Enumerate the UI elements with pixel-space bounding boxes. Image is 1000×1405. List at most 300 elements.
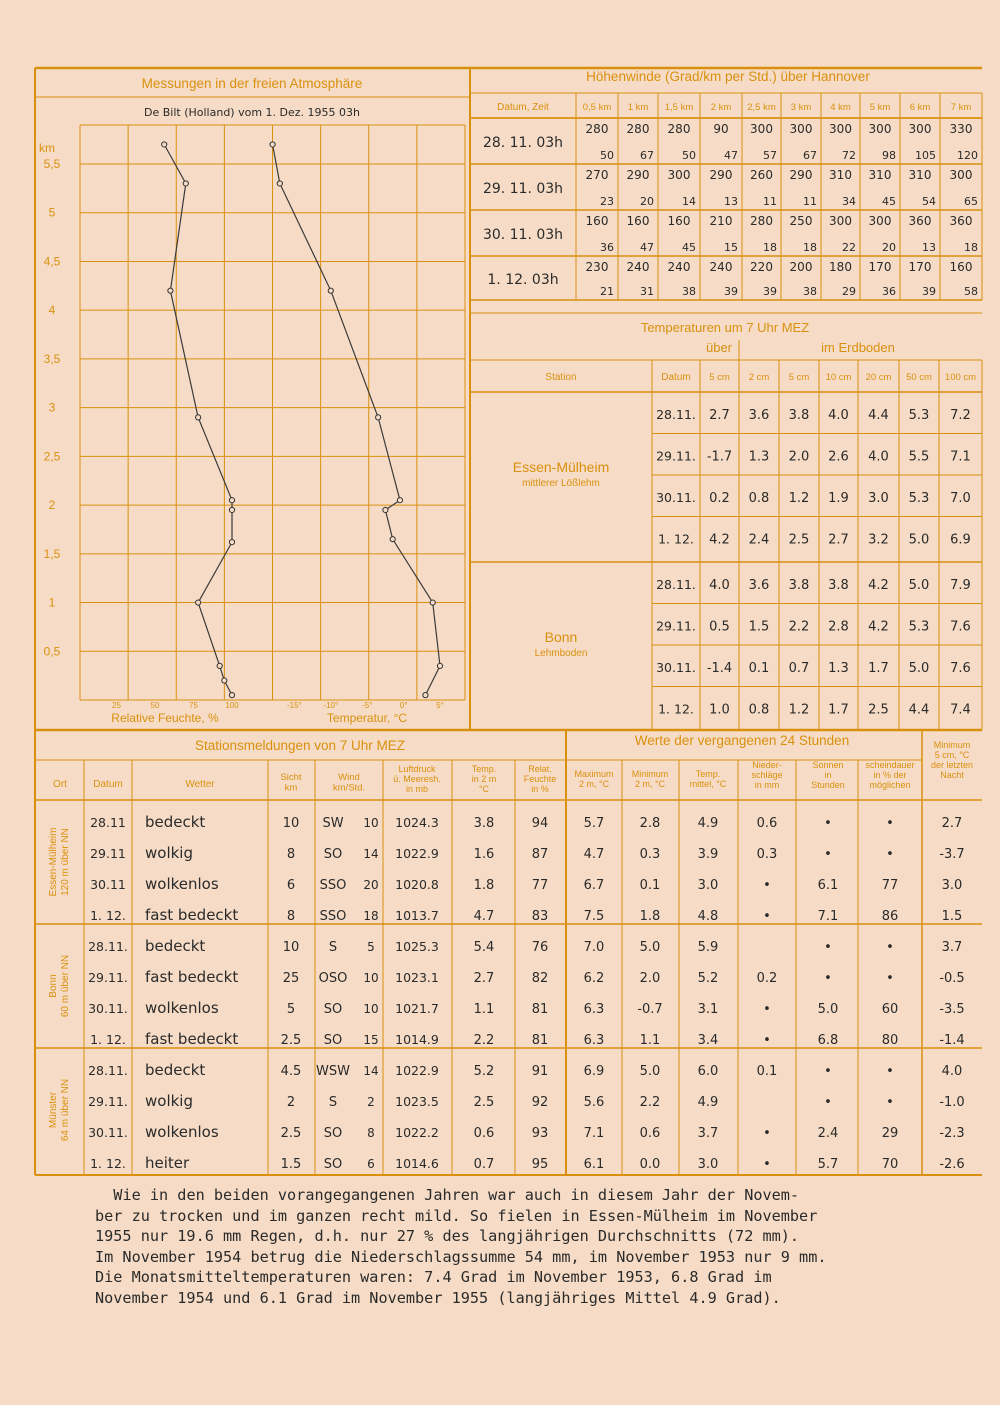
row-sonne-p: • [886, 1095, 894, 1110]
soil-over-header: über [705, 340, 733, 355]
wind-direction: 300 [908, 122, 932, 136]
row-max: 5.6 [583, 1095, 605, 1110]
wind-direction: 230 [585, 260, 609, 274]
group-place: Münster [48, 1091, 59, 1129]
temp-profile-line [273, 144, 440, 695]
winds-level-header: 2 km [710, 102, 732, 113]
row-tmittel: 3.7 [697, 1126, 719, 1141]
temp-point [437, 663, 442, 668]
row-wind-speed: 14 [363, 1064, 379, 1078]
rh-point [162, 142, 167, 147]
stations-title: Stationsmeldungen von 7 Uhr MEZ [194, 738, 406, 753]
row-temp: 1.1 [473, 1002, 495, 1017]
row-luftdruck: 1021.7 [395, 1001, 439, 1016]
row-datum: 1. 12. [90, 1156, 126, 1171]
row-sonne-h: • [824, 816, 832, 831]
wind-direction: 180 [829, 260, 852, 274]
soil-temp-value: 4.0 [828, 407, 849, 423]
wind-direction: 310 [868, 168, 892, 182]
row-feuchte: 91 [531, 1064, 549, 1079]
row-feuchte: 95 [531, 1157, 549, 1172]
row-wind-speed: 5 [367, 940, 375, 954]
row-sicht: 10 [282, 940, 300, 955]
group-height: 60 m über NN [60, 954, 71, 1018]
soil-temp-value: 1.3 [748, 449, 770, 465]
temp-axis-label: Temperatur, °C [326, 711, 408, 725]
wind-direction: 160 [949, 260, 973, 274]
row-sonne-h: 5.0 [817, 1002, 839, 1017]
atmos-y-tick: 3,5 [43, 351, 61, 366]
row-wind-dir: SO [323, 1002, 343, 1017]
atmos-y-tick: 1,5 [43, 546, 61, 561]
row-wind-speed: 8 [367, 1126, 375, 1140]
soil-temp-value: 4.4 [908, 702, 930, 718]
row-minimum5: -3.5 [939, 1002, 965, 1017]
row-wind-speed: 20 [363, 878, 379, 892]
row-minimum5: -3.7 [939, 847, 965, 862]
wind-direction: 250 [789, 214, 813, 228]
row-wetter: fast bedeckt [145, 906, 239, 924]
row-wind-dir: SW [322, 816, 344, 831]
hdr-wetter: Wetter [185, 779, 215, 790]
row-min: 1.8 [639, 909, 661, 924]
hdr-feuchte: Relat. [528, 764, 552, 774]
row-luftdruck: 1013.7 [395, 908, 439, 923]
row-datum: 28.11. [88, 939, 128, 954]
rh-tick: 75 [189, 701, 198, 710]
atmos-y-tick: 2 [48, 498, 56, 513]
soil-temp-value: 2.4 [748, 532, 770, 548]
row-datum: 29.11. [88, 1094, 128, 1109]
soil-temp-value: 5.0 [908, 532, 930, 548]
winds-level-header: 1 km [627, 102, 649, 113]
row-min: 2.2 [639, 1095, 661, 1110]
wind-direction: 290 [709, 168, 733, 182]
hdr-luftdruck: Luftdruck [398, 764, 436, 774]
winds-level-header: 2,5 km [747, 102, 776, 113]
row-temp: 0.6 [473, 1126, 495, 1141]
wind-direction: 290 [626, 168, 650, 182]
row-min: 0.3 [639, 847, 661, 862]
row-tmittel: 5.2 [697, 971, 719, 986]
soil-row-date: 1. 12. [658, 701, 694, 717]
atmos-y-tick: 4,5 [43, 254, 61, 269]
row-max: 7.5 [583, 909, 605, 924]
hdr-feuchte: in % [531, 784, 549, 794]
winds-row-date: 30. 11. 03h [482, 227, 564, 243]
row-sicht: 8 [286, 847, 296, 862]
hdr-nieder: Nieder- [752, 760, 782, 770]
row-temp: 2.2 [473, 1033, 495, 1048]
row-temp: 4.7 [473, 909, 495, 924]
wind-direction: 240 [626, 260, 650, 274]
row-tmittel: 3.0 [697, 1157, 719, 1172]
hdr-sicht: km [284, 782, 298, 794]
wind-speed: 45 [682, 241, 696, 254]
row-nieder: • [763, 1033, 771, 1048]
soil-temp-value: 1.2 [788, 490, 810, 506]
row-wetter: bedeckt [145, 937, 206, 955]
winds-level-header: 6 km [909, 102, 931, 113]
temp-point [423, 693, 428, 698]
soil-temp-value: 3.6 [748, 577, 770, 593]
row-wind-speed: 10 [363, 1002, 379, 1016]
row-sonne-h: • [824, 971, 832, 986]
row-max: 6.3 [583, 1033, 605, 1048]
soil-row-date: 28.11. [656, 406, 696, 422]
soil-row-date: 28.11. [656, 576, 696, 592]
rh-tick: 25 [112, 701, 121, 710]
row-sicht: 8 [286, 909, 296, 924]
group-height: 120 m über NN [60, 828, 71, 896]
row-luftdruck: 1020.8 [395, 877, 439, 892]
row-luftdruck: 1025.3 [395, 939, 439, 954]
winds-title: Höhenwinde (Grad/km per Std.) über Hannover [586, 69, 870, 84]
temp-point [270, 142, 275, 147]
row-max: 5.7 [583, 816, 605, 831]
wind-speed: 120 [957, 149, 978, 162]
wind-speed: 105 [915, 149, 936, 162]
wind-speed: 20 [882, 241, 896, 254]
soil-temp-value: 2.0 [788, 449, 810, 465]
row-datum: 30.11. [88, 1001, 128, 1016]
soil-depth-header: 5 cm [788, 372, 810, 383]
soil-temp-value: 1.3 [828, 660, 849, 676]
row-luftdruck: 1022.2 [395, 1125, 439, 1140]
row-feuchte: 76 [531, 940, 549, 955]
row-wind-dir: SO [323, 1033, 343, 1048]
rh-point [229, 507, 234, 512]
wind-speed: 58 [964, 285, 978, 298]
soil-inground-header: im Erdboden [821, 340, 895, 355]
row-min: 5.0 [639, 1064, 661, 1079]
row-luftdruck: 1024.3 [395, 815, 439, 830]
wind-direction: 300 [868, 122, 892, 136]
row-sonne-h: • [824, 1095, 832, 1110]
row-nieder: 0.1 [756, 1064, 778, 1079]
row-wind-dir: OSO [318, 971, 348, 986]
row-sonne-p: 77 [881, 878, 899, 893]
wind-speed: 15 [724, 241, 738, 254]
row-feuchte: 83 [531, 909, 549, 924]
row-tmittel: 3.4 [697, 1033, 719, 1048]
row-wind-dir: SO [323, 1126, 343, 1141]
rh-point [168, 288, 173, 293]
row-sonne-p: • [886, 971, 894, 986]
wind-speed: 18 [763, 241, 777, 254]
wind-speed: 36 [600, 241, 614, 254]
row-max: 7.1 [583, 1126, 605, 1141]
row-sicht: 5 [286, 1002, 296, 1017]
row-minimum5: 2.7 [941, 816, 963, 831]
row-wind-dir: S [328, 940, 338, 955]
wind-direction: 280 [585, 122, 609, 136]
row-datum: 29.11 [90, 846, 126, 861]
wind-direction: 300 [667, 168, 691, 182]
soil-temp-value: 1.2 [788, 702, 810, 718]
row-temp: 1.6 [473, 847, 495, 862]
wind-direction: 240 [667, 260, 691, 274]
row-datum: 1. 12. [90, 1032, 126, 1047]
winds-level-header: 0,5 km [582, 102, 612, 113]
row-sonne-p: 60 [881, 1002, 899, 1017]
hdr-nieder: in mm [754, 780, 780, 790]
row-temp: 5.2 [473, 1064, 495, 1079]
wind-direction: 240 [709, 260, 733, 274]
row-tmittel: 3.9 [697, 847, 719, 862]
hdr-luftdruck: ü. Meeresh. [393, 774, 441, 784]
row-wetter: fast bedeckt [145, 1030, 239, 1048]
soil-station-soiltype: Lehmboden [534, 648, 588, 659]
soil-temp-value: 7.1 [950, 449, 971, 465]
wind-direction: 300 [868, 214, 892, 228]
row-sonne-p: 70 [881, 1157, 899, 1172]
soil-temp-value: 3.8 [828, 577, 849, 593]
winds-level-header: 7 km [950, 102, 972, 113]
soil-temp-value: 4.4 [868, 407, 889, 423]
soil-temp-value: 3.0 [868, 490, 889, 506]
soil-temp-value: 4.2 [868, 619, 889, 635]
wind-direction: 160 [585, 214, 609, 228]
row-temp: 5.4 [473, 940, 495, 955]
hdr-minimum5: Minimum [933, 740, 971, 750]
winds-level-header: 3 km [790, 102, 812, 113]
soil-row-date: 30.11. [656, 659, 696, 675]
soil-row-date: 29.11. [656, 618, 696, 634]
row-sonne-h: 2.4 [817, 1126, 839, 1141]
rh-point [183, 181, 188, 186]
row-nieder: • [763, 878, 771, 893]
soil-temp-value: 5.5 [908, 449, 930, 465]
wind-speed: 34 [842, 195, 856, 208]
wind-speed: 21 [600, 285, 614, 298]
row-sicht: 4.5 [280, 1064, 302, 1079]
row-tmittel: 4.8 [697, 909, 719, 924]
soil-temp-value: 4.0 [709, 577, 730, 593]
row-feuchte: 81 [531, 1033, 549, 1048]
row-minimum5: -0.5 [939, 971, 965, 986]
row-wind-dir: SSO [319, 909, 347, 924]
row-wetter: wolkig [145, 844, 193, 862]
soil-temp-value: 7.6 [950, 660, 971, 676]
soil-temp-value: -1.4 [706, 660, 733, 676]
row-wetter: fast bedeckt [145, 968, 239, 986]
row-tmittel: 4.9 [697, 816, 719, 831]
hdr-min: 2 m, °C [634, 779, 666, 789]
wind-direction: 300 [829, 122, 852, 136]
wind-speed: 39 [724, 285, 738, 298]
hdr-sicht: Sicht [280, 772, 302, 783]
row-minimum5: 3.7 [941, 940, 963, 955]
wind-direction: 200 [789, 260, 813, 274]
soil-temp-value: 7.0 [950, 490, 971, 506]
atmos-y-tick: 2,5 [43, 449, 61, 464]
row-wetter: heiter [145, 1154, 190, 1172]
wind-speed: 54 [922, 195, 936, 208]
row-datum: 1. 12. [90, 908, 126, 923]
wind-speed: 39 [763, 285, 777, 298]
hdr-nieder: schläge [751, 770, 783, 780]
row-luftdruck: 1022.9 [395, 846, 439, 861]
row-temp: 2.5 [473, 1095, 495, 1110]
row-min: 2.0 [639, 971, 661, 986]
soil-station-name: Essen-Mülheim [512, 459, 610, 475]
hdr-sonne-h: Sonnen [812, 760, 844, 770]
row-sonne-h: 7.1 [817, 909, 839, 924]
row-datum: 30.11. [88, 1125, 128, 1140]
report-footnote: Wie in den beiden vorangegangenen Jahren war auch in diesem Jahr der Novem- ber zu trocken und im ganzen recht mild. So fielen in Essen-Mülheim im November 1955 nur 19.6 mm Regen, d.h. nur 27 % des langjährigen Durchschnitts (72 mm). Im November 1954 betrug die Niederschlagssumme 54 mm, im November 1953 nur 9 mm. Die Monatsmitteltemperaturen waren: 7.4 Grad im November 1953, 6.8 Grad im November 1954 und 6.1 Grad im November 1955 (langjähriges Mittel 4.9 Grad). [95, 1186, 827, 1307]
wind-speed: 38 [682, 285, 696, 298]
row-sicht: 2.5 [280, 1126, 302, 1141]
row-temp: 0.7 [473, 1157, 495, 1172]
wind-speed: 13 [724, 195, 738, 208]
soil-temp-value: 0.2 [709, 490, 730, 506]
wind-speed: 72 [842, 149, 856, 162]
rh-point [196, 415, 201, 420]
row-tmittel: 3.0 [697, 878, 719, 893]
row-sicht: 25 [282, 971, 300, 986]
row-datum: 30.11 [90, 877, 126, 892]
hdr-min: Minimum [631, 769, 669, 779]
row-datum: 28.11. [88, 1063, 128, 1078]
row-minimum5: -1.4 [939, 1033, 965, 1048]
atmos-y-tick: 5,5 [43, 156, 61, 171]
soil-temp-value: 5.0 [908, 660, 930, 676]
wind-speed: 45 [882, 195, 896, 208]
hdr-sonne-p: scheindauer [865, 760, 915, 770]
row-luftdruck: 1023.5 [395, 1094, 439, 1109]
soil-temp-value: 7.2 [950, 407, 971, 423]
row-max: 6.7 [583, 878, 605, 893]
group-height: 64 m über NN [60, 1078, 71, 1142]
wind-speed: 23 [600, 195, 614, 208]
soil-temp-value: 2.7 [828, 532, 849, 548]
soil-temp-value: 0.1 [748, 660, 770, 676]
row-temp: 3.8 [473, 816, 495, 831]
row-wind-speed: 18 [363, 909, 379, 923]
wind-speed: 11 [803, 195, 817, 208]
row-sonne-h: • [824, 940, 832, 955]
row-max: 6.3 [583, 1002, 605, 1017]
soil-temp-value: 5.0 [908, 577, 930, 593]
atmos-y-tick: 0,5 [43, 644, 61, 659]
hdr-sonne-p: möglichen [869, 780, 911, 790]
hdr-minimum5: Nacht [940, 770, 964, 780]
temp-tick: 0° [399, 701, 408, 710]
soil-temp-value: 0.5 [709, 619, 730, 635]
row-datum: 29.11. [88, 970, 128, 985]
soil-temp-value: 0.8 [748, 490, 770, 506]
row-feuchte: 94 [531, 816, 549, 831]
wind-direction: 170 [868, 260, 892, 274]
soil-temp-value: 3.2 [868, 532, 889, 548]
row-wind-speed: 6 [367, 1157, 375, 1171]
row-wind-speed: 15 [363, 1033, 379, 1047]
row-tmittel: 3.1 [697, 1002, 719, 1017]
rh-point [217, 663, 222, 668]
row-min: -0.7 [637, 1002, 663, 1017]
temp-tick: 5° [436, 701, 444, 710]
soil-station-soiltype: mittlerer Lößlehm [522, 478, 600, 489]
winds-row-date: 1. 12. 03h [487, 272, 559, 288]
wind-speed: 67 [803, 149, 817, 162]
wind-direction: 280 [626, 122, 650, 136]
temp-point [376, 415, 381, 420]
row-nieder: 0.3 [756, 847, 778, 862]
row-max: 7.0 [583, 940, 605, 955]
row-minimum5: -2.3 [939, 1126, 965, 1141]
wind-speed: 98 [882, 149, 896, 162]
soil-temp-value: 2.5 [868, 702, 889, 718]
wind-speed: 39 [922, 285, 936, 298]
soil-temp-value: 3.6 [748, 407, 770, 423]
row-minimum5: 1.5 [941, 909, 963, 924]
soil-station-name: Bonn [544, 629, 578, 645]
temp-point [390, 537, 395, 542]
wind-direction: 280 [667, 122, 691, 136]
atmos-y-tick: 5 [48, 205, 56, 220]
row-feuchte: 87 [531, 847, 549, 862]
row-wind-speed: 14 [363, 847, 379, 861]
row-sonne-p: 80 [881, 1033, 899, 1048]
row-wind-dir: SO [323, 847, 343, 862]
wind-direction: 330 [949, 122, 973, 136]
wind-direction: 360 [949, 214, 973, 228]
soil-temp-value: 3.8 [788, 407, 810, 423]
row-temp: 1.8 [473, 878, 495, 893]
hdr-wind: km/Std. [332, 782, 366, 794]
hdr-datum: Datum [93, 779, 123, 790]
row-minimum5: 3.0 [941, 878, 963, 893]
hdr-luftdruck: in mb [405, 784, 429, 794]
row-tmittel: 6.0 [697, 1064, 719, 1079]
row-min: 1.1 [639, 1033, 661, 1048]
wind-speed: 31 [640, 285, 654, 298]
atmos-subtitle: De Bilt (Holland) vom 1. Dez. 1955 03h [144, 106, 360, 119]
row-min: 0.1 [639, 878, 661, 893]
atmos-y-tick: 3 [48, 400, 56, 415]
soil-temp-value: -1.7 [706, 449, 733, 465]
row-max: 6.1 [583, 1157, 605, 1172]
soil-row-date: 30.11. [656, 489, 696, 505]
winds-col-date: Datum, Zeit [497, 102, 549, 113]
soil-temp-value: 1.9 [828, 490, 849, 506]
wind-speed: 18 [964, 241, 978, 254]
rh-axis-label: Relative Feuchte, % [111, 711, 219, 725]
row-nieder: • [763, 1002, 771, 1017]
wind-direction: 300 [750, 122, 773, 136]
row-feuchte: 81 [531, 1002, 549, 1017]
rh-point [196, 600, 201, 605]
wind-direction: 160 [667, 214, 691, 228]
past24-title: Werte der vergangenen 24 Stunden [634, 733, 850, 748]
wind-direction: 300 [829, 214, 852, 228]
wind-speed: 50 [682, 149, 696, 162]
soil-depth-header: 20 cm [865, 372, 892, 383]
soil-temp-value: 5.3 [908, 490, 930, 506]
wind-direction: 300 [949, 168, 973, 182]
row-feuchte: 92 [531, 1095, 549, 1110]
wind-direction: 170 [908, 260, 932, 274]
wind-speed: 36 [882, 285, 896, 298]
temp-tick: -5° [362, 701, 373, 710]
winds-level-header: 1,5 km [664, 102, 694, 113]
hdr-sonne-h: Stunden [811, 780, 845, 790]
atmos-y-tick: 1 [48, 595, 56, 610]
wind-direction: 90 [713, 122, 729, 136]
soil-depth-header: 100 cm [944, 372, 977, 383]
wind-speed: 22 [842, 241, 856, 254]
